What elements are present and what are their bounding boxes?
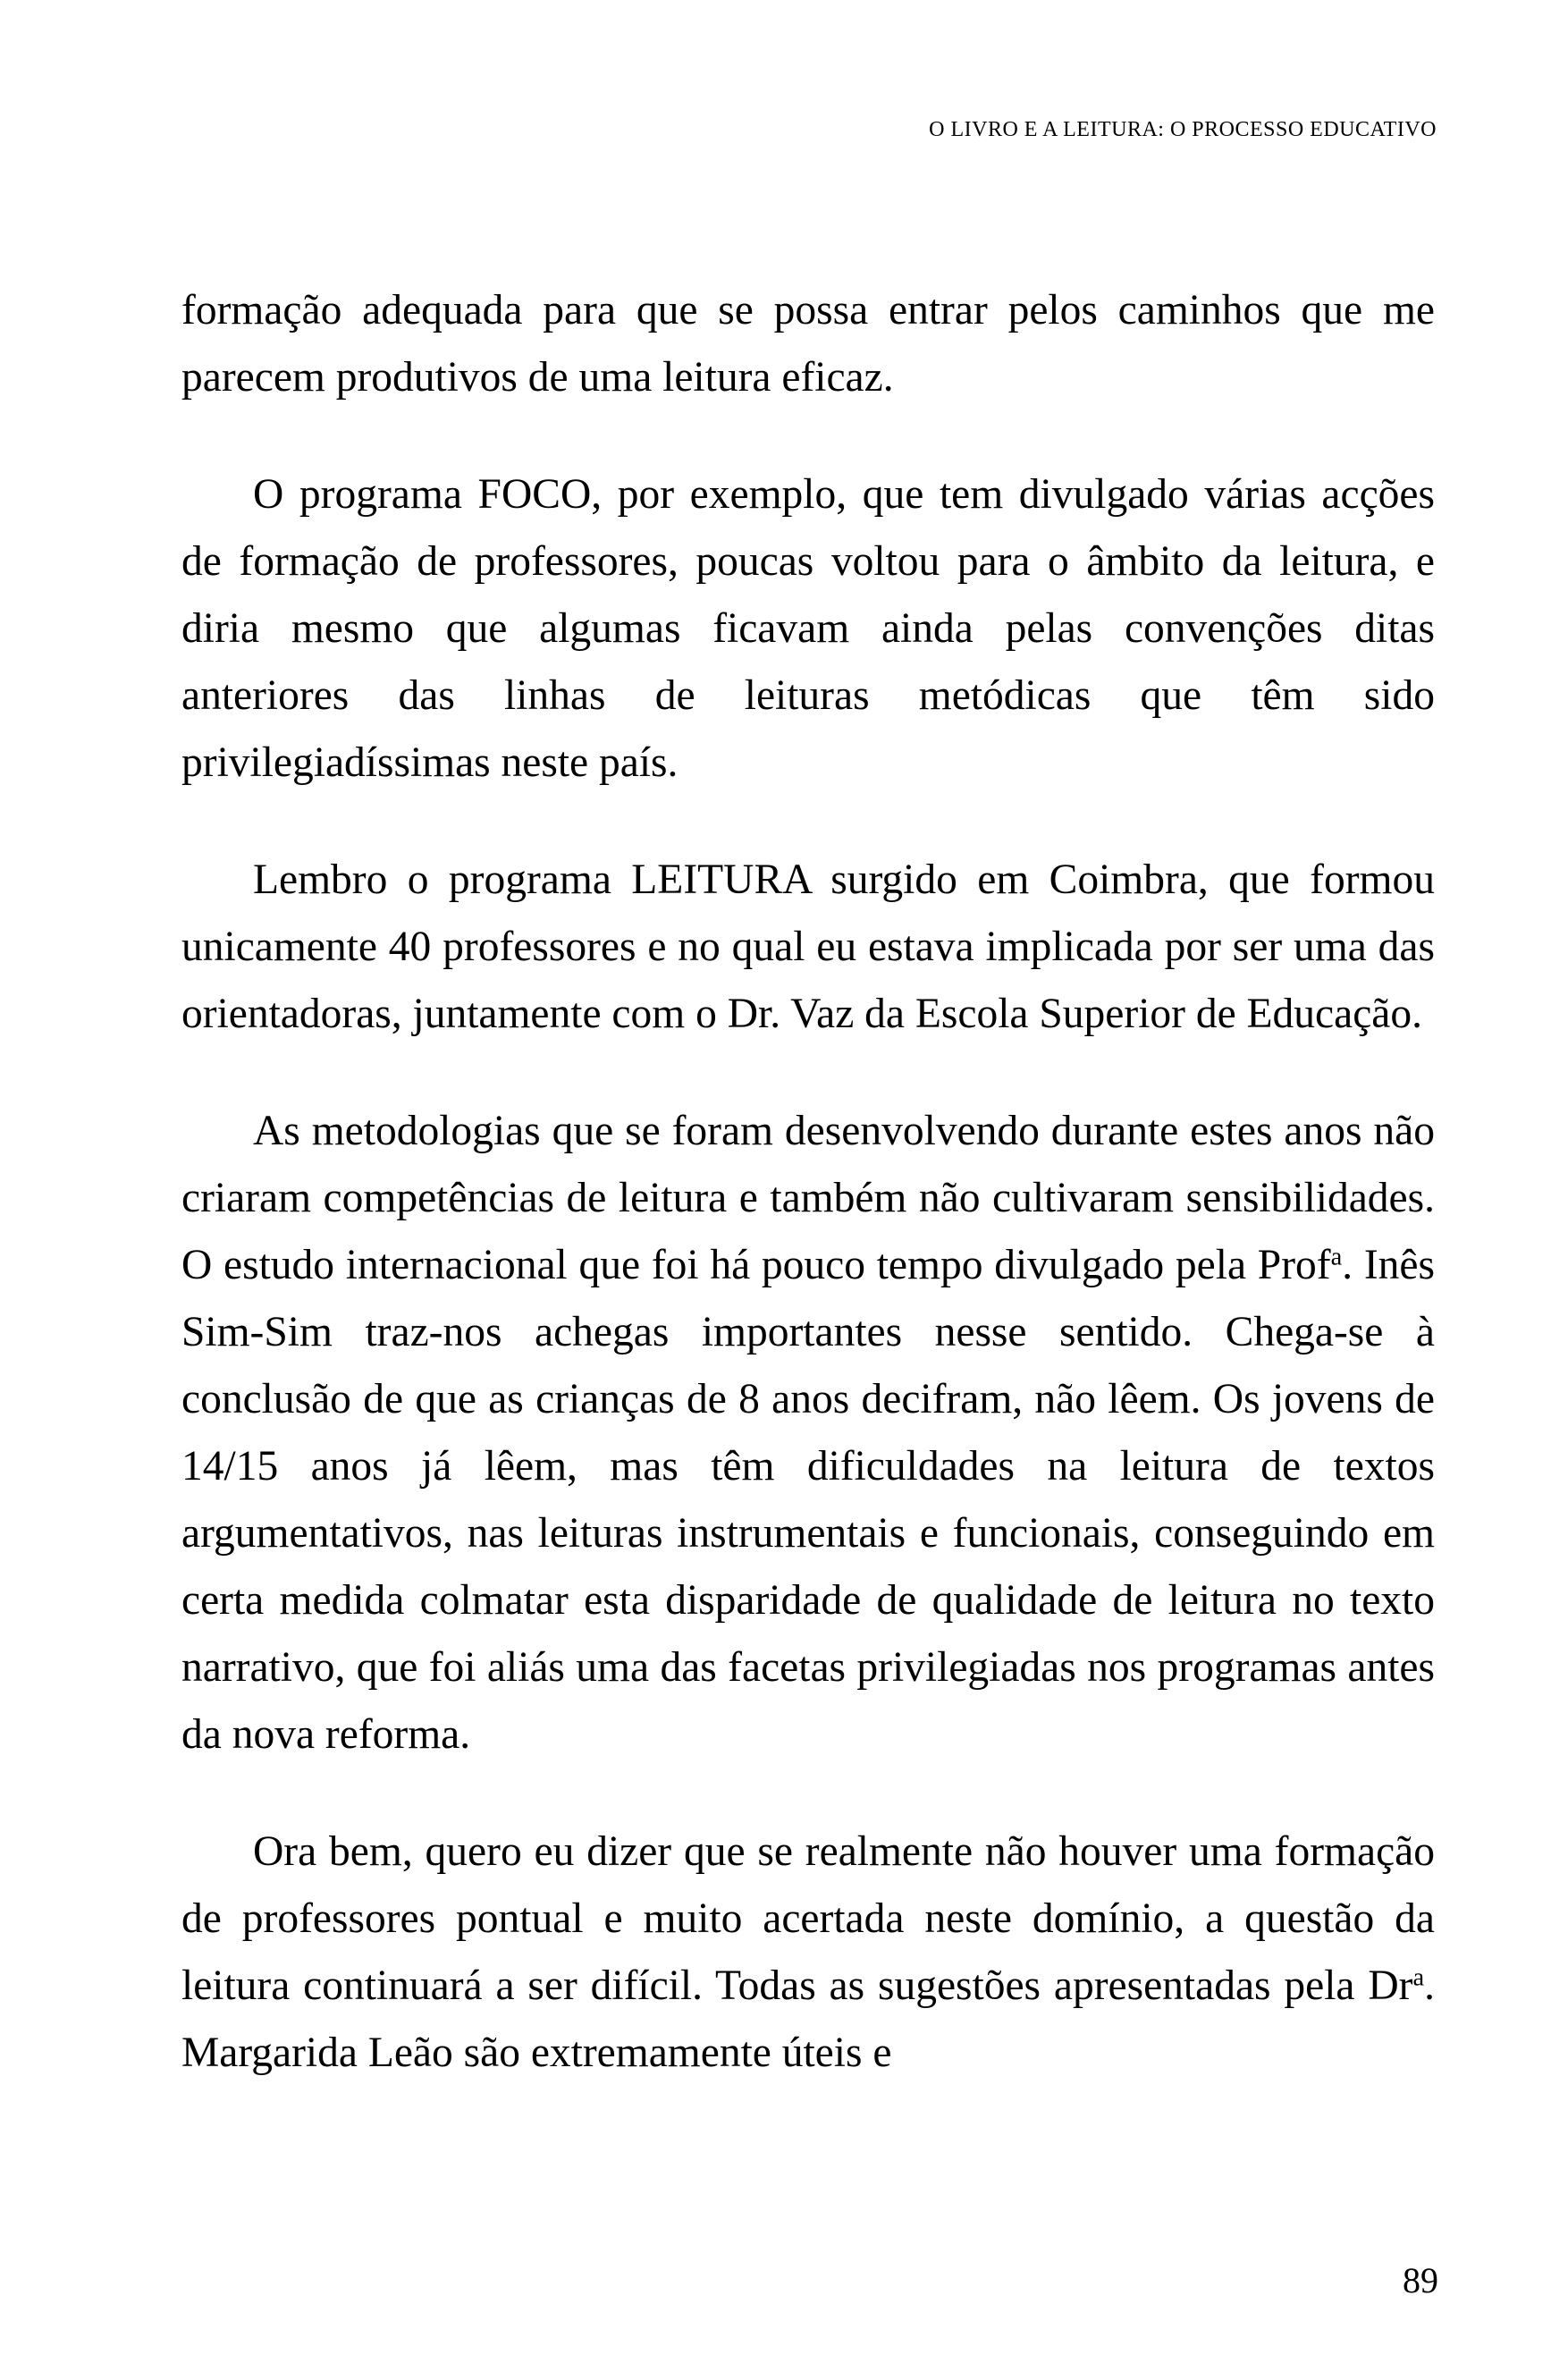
paragraph-leitura-program: Lembro o programa LEITURA surgido em Coimbra, que formou unicamente 40 professores e no qual eu estava implicada por ser uma das orientadoras, juntamente com o Dr. Vaz da Escola Superior de Educação.: [181, 857, 1435, 1037]
paragraph-foco-program: O programa FOCO, por exemplo, que tem divulgado várias acções de formação de professores, poucas voltou para o âmbito da leitura, e diria mesmo que algumas ficavam ainda pelas convenções ditas anteriores das linhas de leituras metódicas que têm sido privilegiadíssimas neste país.: [181, 471, 1435, 786]
superscript-a: a: [1330, 1243, 1343, 1271]
paragraph-continuation: formação adequada para que se possa entrar pelos caminhos que me parecem produtivos de uma leitura eficaz.: [181, 287, 1435, 401]
page-number: 89: [1403, 2260, 1438, 2300]
body-text: [181, 277, 1435, 2087]
paragraph-methodologies-text-1: As metodologias que se foram desenvolvendo durante estes anos não criaram competências de leitura e também não cultivaram sensibilidades. O estudo internacional que foi há pouco tempo divulgado pela Prof: [181, 1108, 1435, 1288]
superscript-a: a: [1412, 1963, 1425, 1992]
paragraph-teacher-training: [181, 1819, 1435, 2087]
paragraph-methodologies: [181, 1098, 1435, 1768]
running-header: O LIVRO E A LEITURA: O PROCESSO EDUCATIVO: [929, 118, 1437, 141]
paragraph-teacher-training-text-1: Ora bem, quero eu dizer que se realmente não houver uma formação de professores pontual e muito acertada neste domínio, a questão da leitura continuará a ser difícil. Todas as sugestões apresentadas pela Dr: [181, 1828, 1435, 2009]
paragraph-teacher-training-text-2: . Margarida Leão são extremamente úteis e: [181, 1962, 1435, 2076]
paragraph-methodologies-text-2: . Inês Sim-Sim traz-nos achegas importantes nesse sentido. Chega-se à conclusão de que as crianças de 8 anos decifram, não lêem. Os jovens de 14/15 anos já lêem, mas têm dificuldades na leitura de textos argumentativos, nas leituras instrumentais e funcionais, conseguindo em certa medida colmatar esta disparidade de qualidade de leitura no texto narrativo, que foi aliás uma das facetas privilegiadas nos programas antes da nova reforma.: [181, 1242, 1436, 1758]
